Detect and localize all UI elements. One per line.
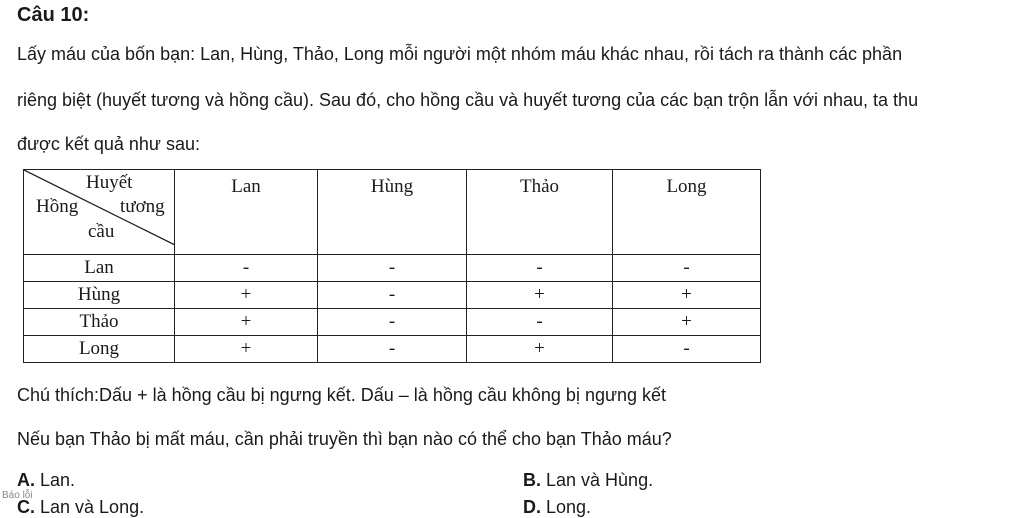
table-cell: + xyxy=(175,309,318,336)
report-error-link[interactable]: Báo lỗi xyxy=(2,490,33,501)
table-cell: + xyxy=(175,282,318,309)
option-b-text: Lan và Hùng. xyxy=(541,470,654,490)
option-a-text: Lan. xyxy=(35,470,76,490)
option-d[interactable] xyxy=(523,497,591,518)
table-cell: - xyxy=(175,255,318,282)
col-header-hung: Hùng xyxy=(318,170,467,255)
table-cell: - xyxy=(318,309,467,336)
table-cell: - xyxy=(467,255,613,282)
option-c-letter: C. xyxy=(17,497,35,517)
table-cell: + xyxy=(613,309,761,336)
option-d-letter: D. xyxy=(523,497,541,517)
row-header: Lan xyxy=(24,255,175,282)
row-header: Hùng xyxy=(24,282,175,309)
corner-label-plasma-top: Huyết xyxy=(86,172,133,193)
corner-label-plasma-bottom: tương xyxy=(120,196,165,217)
table-cell: + xyxy=(467,282,613,309)
table-row xyxy=(24,336,761,363)
col-header-lan: Lan xyxy=(175,170,318,255)
table-cell: - xyxy=(318,282,467,309)
table-cell: - xyxy=(613,255,761,282)
option-a[interactable] xyxy=(17,470,75,491)
question-title: Câu 10: xyxy=(17,4,90,26)
corner-label-red-cells-bottom: cầu xyxy=(88,221,115,242)
row-header: Long xyxy=(24,336,175,363)
intro-line-3: được kết quả như sau: xyxy=(17,134,201,154)
table-cell: - xyxy=(467,309,613,336)
table-cell: - xyxy=(318,255,467,282)
option-a-letter: A. xyxy=(17,470,35,490)
table-cell: - xyxy=(318,336,467,363)
intro-line-1: Lấy máu của bốn bạn: Lan, Hùng, Thảo, Long mỗi người một nhóm máu khác nhau, rồi tách ra thành các phần xyxy=(17,44,903,64)
col-header-thao: Thảo xyxy=(467,170,613,255)
option-b[interactable] xyxy=(523,470,653,491)
table-cell: + xyxy=(467,336,613,363)
note-text: Chú thích:Dấu + là hồng cầu bị ngưng kết. Dấu – là hồng cầu không bị ngưng kết xyxy=(17,385,667,405)
option-b-letter: B. xyxy=(523,470,541,490)
table-row xyxy=(24,255,761,282)
row-header: Thảo xyxy=(24,309,175,336)
table-cell: + xyxy=(613,282,761,309)
table-row xyxy=(24,309,761,336)
intro-line-2: riêng biệt (huyết tương và hồng cầu). Sau đó, cho hồng cầu và huyết tương của các bạn trộn lẫn với nhau, ta thu xyxy=(17,90,919,110)
option-d-text: Long. xyxy=(541,497,592,517)
blood-type-table xyxy=(23,169,761,363)
table-row xyxy=(24,282,761,309)
table-cell: + xyxy=(175,336,318,363)
table-cell: - xyxy=(613,336,761,363)
table-corner-cell xyxy=(24,170,175,255)
option-c[interactable] xyxy=(17,497,144,518)
col-header-long: Long xyxy=(613,170,761,255)
option-c-text: Lan và Long. xyxy=(35,497,145,517)
question-text: Nếu bạn Thảo bị mất máu, cần phải truyền thì bạn nào có thể cho bạn Thảo máu? xyxy=(17,429,672,449)
corner-label-red-cells: Hồng xyxy=(36,196,79,217)
table-header-row xyxy=(24,170,761,255)
